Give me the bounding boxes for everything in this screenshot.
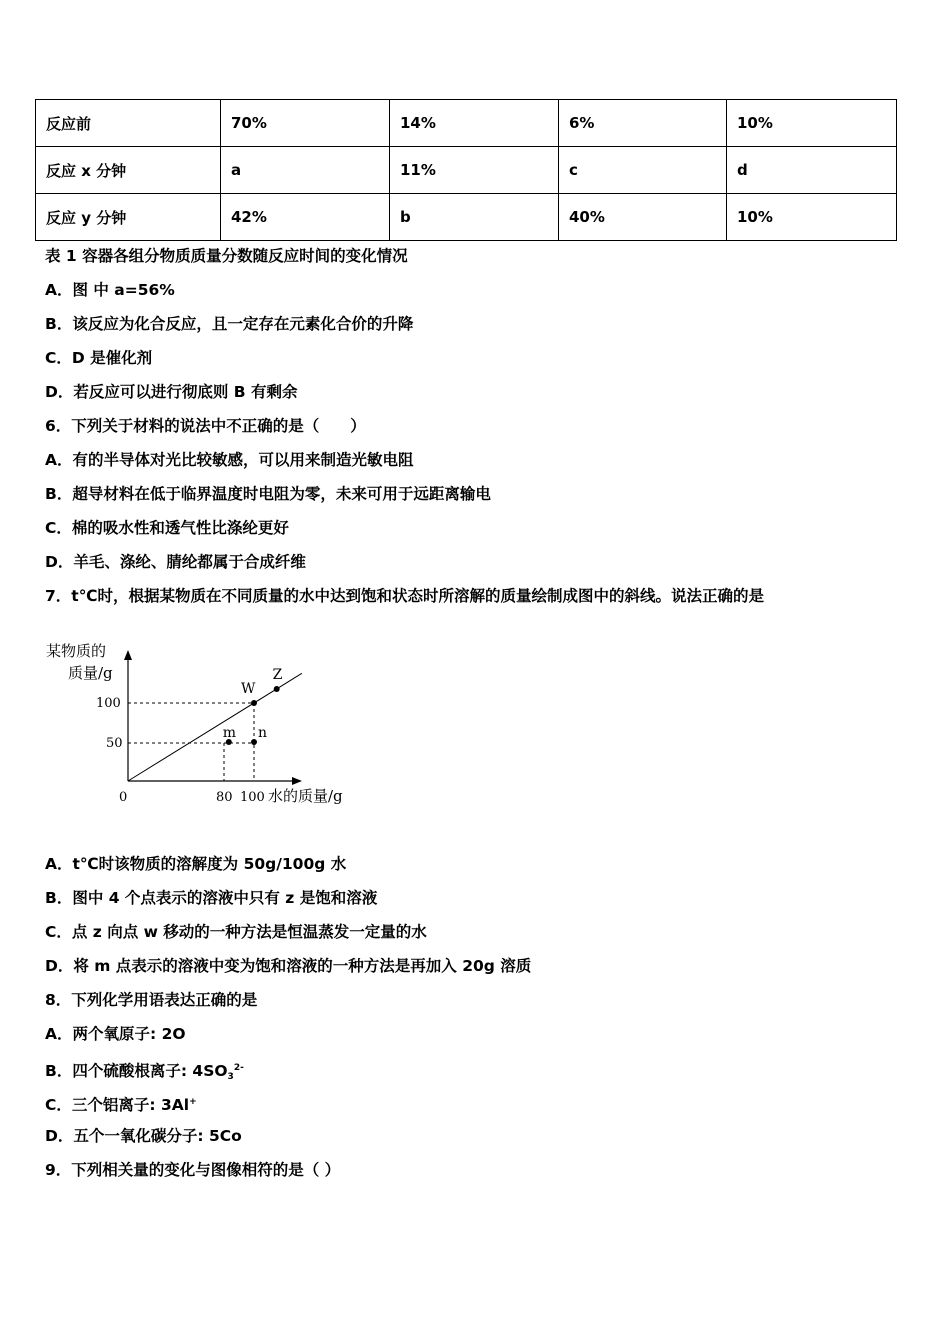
y-label-line1: 某物质的 [46, 642, 107, 660]
q6-option-b: B．超导材料在低于临界温度时电阻为零，未来可用于远距离输电 [45, 485, 491, 503]
x-axis-arrow [292, 777, 302, 785]
q5-option-a: A．图 中 a=56% [45, 281, 175, 299]
x-tick-100: 100 [240, 790, 265, 805]
table-cell: 6% [559, 100, 727, 147]
q7-option-b: B．图中 4 个点表示的溶液中只有 z 是饱和溶液 [45, 889, 378, 907]
origin-label: 0 [119, 790, 128, 805]
q7-option-c: C．点 z 向点 w 移动的一种方法是恒温蒸发一定量的水 [45, 923, 427, 941]
table-cell: 70% [221, 100, 390, 147]
table-cell: 反应 x 分钟 [36, 147, 221, 194]
table-caption: 表 1 容器各组分物质质量分数随反应时间的变化情况 [45, 247, 408, 265]
table-cell: 42% [221, 194, 390, 241]
table-cell: a [221, 147, 390, 194]
table-row [36, 147, 897, 194]
point-z [274, 686, 280, 692]
q6-option-a: A．有的半导体对光比较敏感，可以用来制造光敏电阻 [45, 451, 414, 469]
point-label-n: n [258, 725, 268, 741]
q6-stem: 6．下列关于材料的说法中不正确的是（ ） [45, 417, 366, 435]
q7-option-a: A．t℃时该物质的溶解度为 50g/100g 水 [45, 855, 347, 873]
solubility-chart [40, 636, 370, 816]
q8-stem: 8．下列化学用语表达正确的是 [45, 991, 258, 1009]
point-label-z: Z [272, 666, 283, 683]
table-cell: 11% [390, 147, 559, 194]
y-tick-100: 100 [96, 696, 121, 711]
q8-option-b-text: B．四个硫酸根离子: 4SO [45, 1062, 228, 1080]
q8-option-a: A．两个氧原子: 2O [45, 1025, 186, 1043]
point-n [251, 739, 257, 745]
point-label-m: m [222, 725, 237, 741]
table-cell: 反应 y 分钟 [36, 194, 221, 241]
y-label-line2: 质量/g [68, 664, 113, 682]
table-cell: 反应前 [36, 100, 221, 147]
point-label-w: W [241, 681, 256, 697]
q8-option-b-superscript: 2- [233, 1063, 244, 1073]
reaction-table [35, 99, 897, 241]
x-tick-80: 80 [216, 790, 233, 805]
q8-option-c [45, 1092, 197, 1115]
table-cell: b [390, 194, 559, 241]
table-cell: c [559, 147, 727, 194]
q5-option-b: B．该反应为化合反应，且一定存在元素化合价的升降 [45, 315, 414, 333]
table-cell: 40% [559, 194, 727, 241]
q7-option-d: D．将 m 点表示的溶液中变为饱和溶液的一种方法是再加入 20g 溶质 [45, 957, 532, 975]
point-w [251, 700, 257, 706]
table-row [36, 194, 897, 241]
q6-option-d: D．羊毛、涤纶、腈纶都属于合成纤维 [45, 553, 306, 571]
q8-option-d: D．五个一氧化碳分子: 5Co [45, 1127, 242, 1145]
q9-stem: 9．下列相关量的变化与图像相符的是（ ） [45, 1161, 341, 1179]
q8-option-b [45, 1058, 244, 1087]
y-axis-arrow [124, 650, 132, 660]
q6-option-c: C．棉的吸水性和透气性比涤纶更好 [45, 519, 289, 537]
q8-option-c-superscript: + [189, 1097, 197, 1107]
table-cell: d [727, 147, 897, 194]
table-row [36, 100, 897, 147]
q8-option-b-subscript: 3 [227, 1072, 234, 1082]
q8-option-c-text: C．三个铝离子: 3Al [45, 1096, 190, 1114]
y-tick-50: 50 [106, 736, 123, 751]
q7-stem: 7．t℃时，根据某物质在不同质量的水中达到饱和状态时所溶解的质量绘制成图中的斜线。说法正确的是 [45, 587, 764, 605]
table-cell: 10% [727, 100, 897, 147]
q5-option-c: C．D 是催化剂 [45, 349, 153, 367]
table-cell: 14% [390, 100, 559, 147]
x-label: 水的质量/g [268, 787, 343, 805]
table-cell: 10% [727, 194, 897, 241]
q5-option-d: D．若反应可以进行彻底则 B 有剩余 [45, 383, 298, 401]
